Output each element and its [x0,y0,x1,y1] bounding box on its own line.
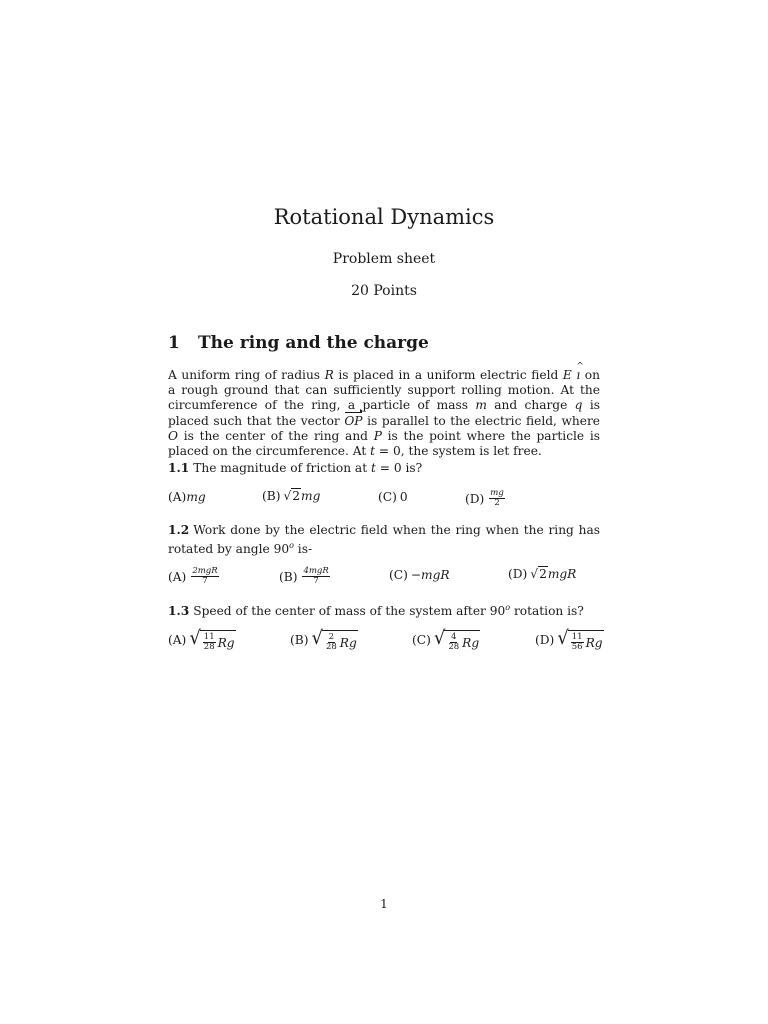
q3-option-a: (A) √ $\frac{11}{28}$ Rg [168,627,235,652]
q3-option-c: (C) √ $\frac{4}{28}$ Rg [412,627,480,652]
page-number: 1 [380,897,388,911]
section-title: The ring and the charge [198,333,429,353]
q2-option-d: (D) √ 2 mgR [508,566,577,581]
section-number: 1 [168,333,180,353]
q2-option-b: (B) $\frac{\text{4mgR}}{7}$ [279,566,329,586]
section-heading [168,333,429,353]
q2-option-a: (A) $\frac{\text{2mgR}}{7}$ [168,566,218,586]
document-title: Rotational Dynamics [273,205,495,229]
problem-statement: A uniform ring of radius R is placed in a uniform electric field E ^ ı on a rough ground that can sufficiently support rolling motion. At the circumference of the ring, a particle of mass m and charge q is placed such that the vector OP is parallel to the electric field, where O is the center of the ring and P is the point where the particle is placed on the circumference. At t = 0, the system is let free. [168,368,600,459]
q3-option-b: (B) √ $\frac{2}{28}$ Rg [290,627,357,652]
q1-option-d: (D) $\frac{mg}{2}$ [465,488,504,508]
question-1-3: 1.3 Speed of the center of mass of the system after 90$^o$ rotation is? [168,603,584,619]
q1-option-c: (C) 0 [378,490,408,504]
vector-op: OP [344,413,363,428]
q1-option-a: (A) mg [168,490,206,504]
unit-vector-i: ^ ı [576,368,580,383]
q2-option-c: (C) −mgR [389,568,450,582]
question-1-2: 1.2 Work done by the electric field when the ring when the ring has rotated by angle 90$^o$ is- [168,523,600,557]
q1-option-b: (B) √ 2 mg [262,488,321,503]
document-subtitle: Problem sheet [332,251,436,267]
question-1-1: 1.1 The magnitude of friction at t = 0 is? [168,461,423,475]
q3-option-d: (D) √ $\frac{11}{56}$ Rg [535,627,603,652]
points-label: 20 Points [351,283,417,299]
